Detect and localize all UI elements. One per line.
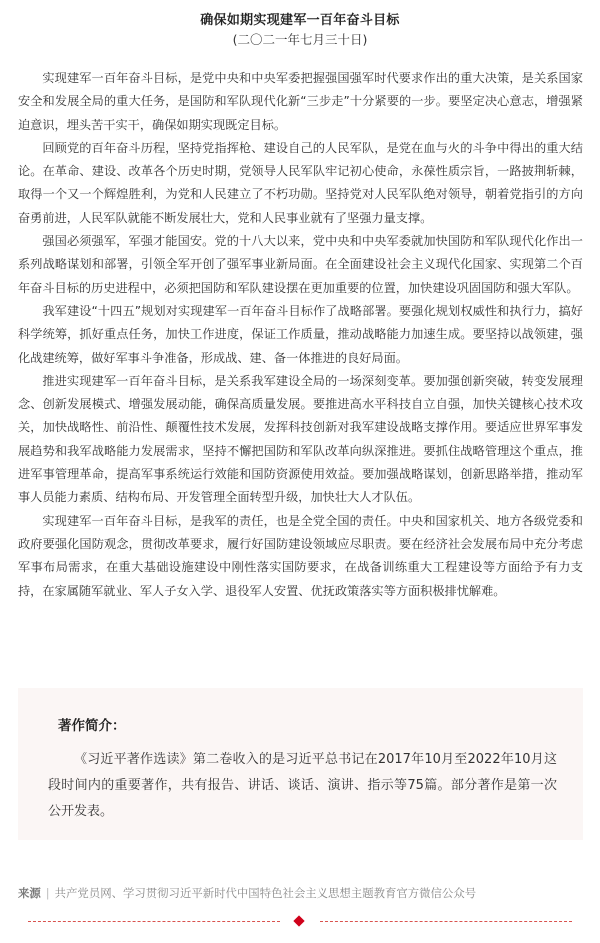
document-date: (二〇二一年七月三十日) — [232, 32, 368, 47]
diamond-ornament-icon — [293, 915, 304, 926]
article-paragraph: 我军建设“十四五”规划对实现建军一百年奋斗目标作了战略部署。要强化规划权威性和执行力，搞好科学统筹，抓好重点任务，加快工作进度，保证工作质量，推动战略能力加速生成。要坚持以战领建，强化战建统筹，做好军事斗争准备，形成战、建、备一体推进的良好局面。 — [18, 303, 583, 365]
source-line — [18, 885, 583, 901]
source-label: 来源 — [18, 886, 41, 900]
article-paragraph: 实现建军一百年奋斗目标，是党中央和中央军委把握强国强军时代要求作出的重大决策，是关系国家安全和发展全局的重大任务，是国防和军队现代化新“三步走”十分紧要的一步。要坚定决心意志，增强紧迫意识，埋头苦干实干，确保如期实现既定目标。 — [18, 71, 583, 132]
document-title: 确保如期实现建军一百年奋斗目标 — [200, 13, 400, 28]
article-paragraph: 强国必须强军，军强才能国安。党的十八大以来，党中央和中央军委就加快国防和军队现代化作出一系列战略谋划和部署，引领全军开创了强军事业新局面。在全面建设社会主义现代化国家、实现第二个百年奋斗目标的历史进程中，必须把国防和军队建设摆在更加重要的位置，加快建设巩固国防和强大军队。 — [18, 234, 583, 295]
bio-text: 《习近平著作选读》第二卷收入的是习近平总书记在2017年10月至2022年10月这段时间内的重要著作，共有报告、讲话、谈话、演讲、指示等75篇。部分著作是第一次公开发表。 — [48, 752, 557, 819]
article-paragraph: 推进实现建军一百年奋斗目标，是关系我军建设全局的一场深刻变革。要加强创新突破，转变发展理念、创新发展模式、增强发展动能，确保高质量发展。要推进高水平科技自立自强，加快关键核心技术攻关，加快战略性、前沿性、颠覆性技术发展，发挥科技创新对我军建设战略支撑作用。要适应世界军事发展趋势和我军战略能力发展需求，坚持不懈把国防和军队改革向纵深推进。要抓住战略管理这个重点，推进军事管理革命，提高军事系统运行效能和国防资源使用效益。要加强战略谋划，创新思路举措，推动军事人员能力素质、结构布局、开发管理全面转型升级，加快壮大人才队伍。 — [18, 373, 583, 505]
source-separator: | — [45, 886, 50, 900]
bio-box — [18, 688, 583, 840]
article-body — [18, 67, 583, 603]
article-paragraph: 实现建军一百年奋斗目标，是我军的责任，也是全党全国的责任。中央和国家机关、地方各级党委和政府要强化国防观念，贯彻改革要求，履行好国防建设领域应尽职责。要在经济社会发展布局中充分考虑军事布局需求，在重大基础设施建设中刚性落实国防要求，在战备训练重大工程建设等方面给予有力支持，在家属随军就业、军人子女入学、退役军人安置、优抚政策落实等方面积极排忧解难。 — [18, 513, 583, 598]
divider-left — [28, 921, 280, 923]
article-paragraph: 回顾党的百年奋斗历程，坚持党指挥枪、建设自己的人民军队，是党在血与火的斗争中得出的重大结论。在革命、建设、改革各个历史时期，党领导人民军队牢记初心使命，永葆性质宗旨，一路披荆斩棘，取得一个又一个辉煌胜利，为党和人民建立了不朽功勋。坚持党对人民军队绝对领导，朝着党指引的方向奋勇前进，人民军队就能不断发展壮大，党和人民事业就有了坚强力量支撑。 — [18, 140, 583, 225]
divider-right — [320, 921, 572, 923]
source-text: 共产党员网、学习贯彻习近平新时代中国特色社会主义思想主题教育官方微信公众号 — [54, 886, 477, 900]
bio-title: 著作简介： — [58, 718, 126, 734]
